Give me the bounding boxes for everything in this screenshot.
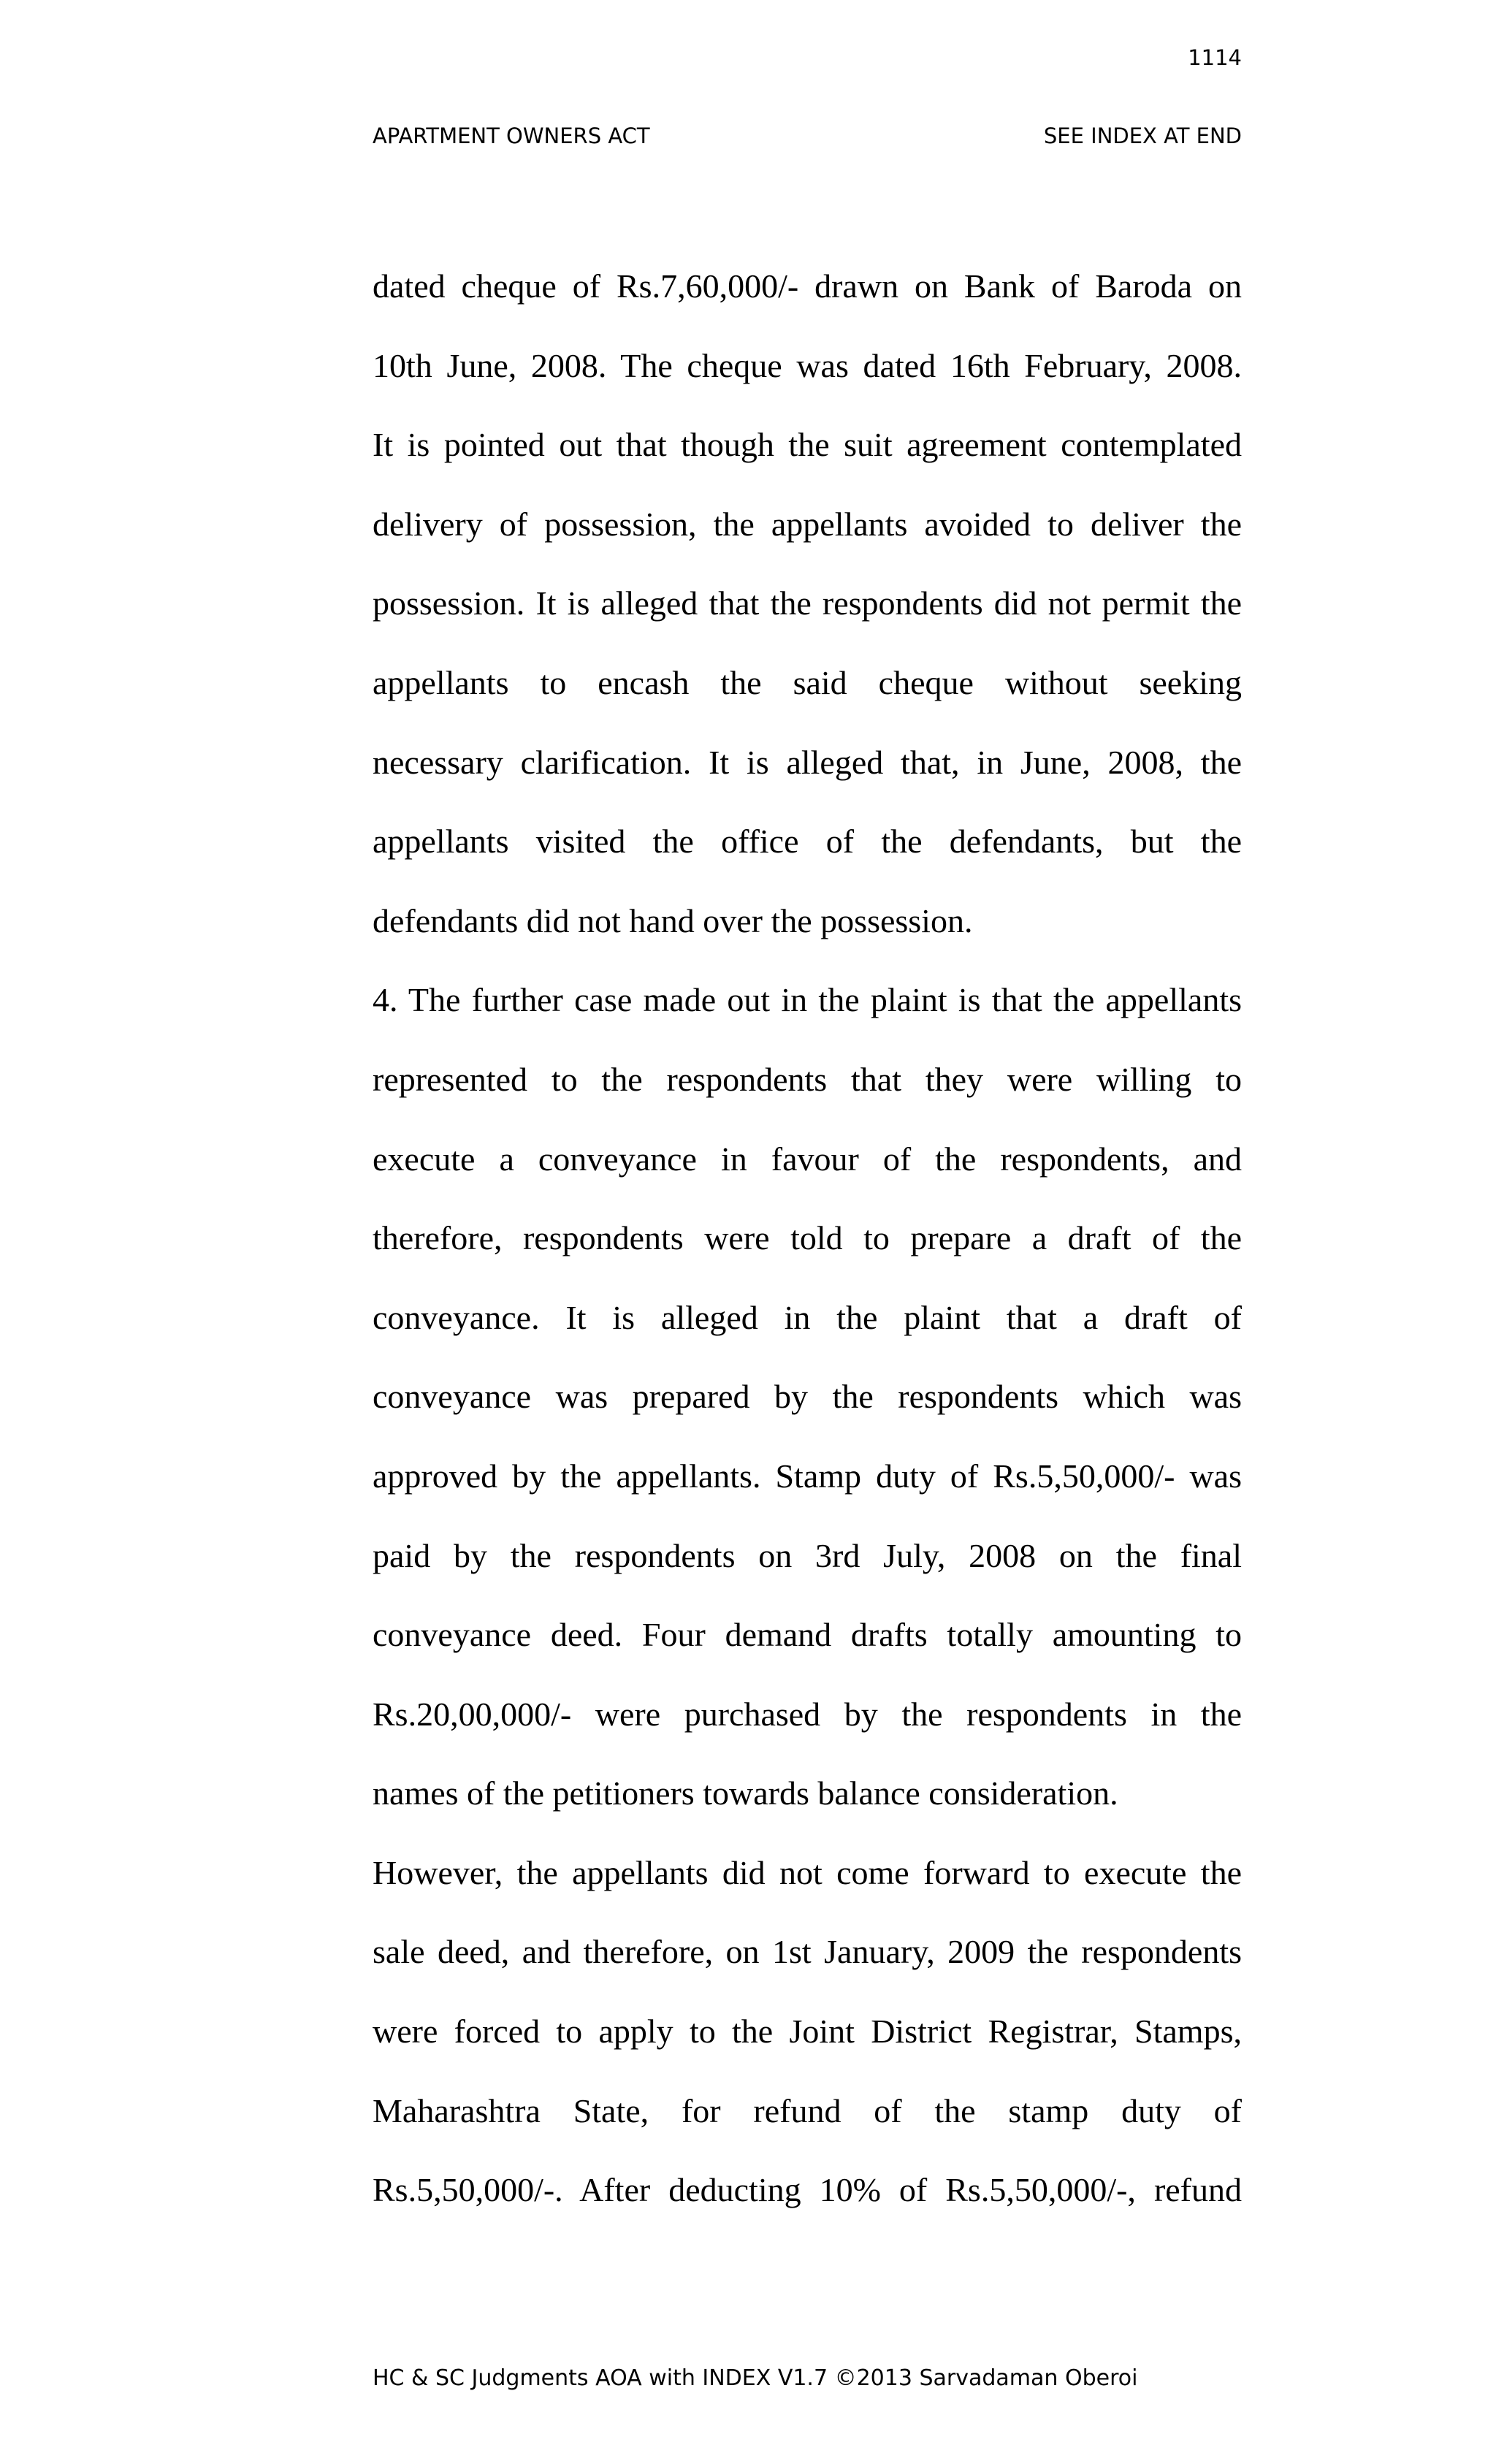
- text-line: However, the appellants did not come forward to execute the: [373, 1853, 1242, 1891]
- text-line: 4. The further case made out in the plaint is that the appellants: [373, 981, 1242, 1019]
- text-line: Rs.20,00,000/- were purchased by the respondents in the: [373, 1695, 1242, 1733]
- text-line: delivery of possession, the appellants avoided to deliver the: [373, 505, 1242, 543]
- header-left-title: APARTMENT OWNERS ACT: [373, 123, 650, 148]
- text-line: were forced to apply to the Joint District Registrar, Stamps,: [373, 2013, 1242, 2051]
- text-line: conveyance. It is alleged in the plaint that a draft of: [373, 1298, 1242, 1336]
- text-line: Rs.5,50,000/-. After deducting 10% of Rs.5,50,000/-, refund: [373, 2171, 1242, 2209]
- text-line: conveyance deed. Four demand drafts totally amounting to: [373, 1616, 1242, 1654]
- text-line: approved by the appellants. Stamp duty of Rs.5,50,000/- was: [373, 1457, 1242, 1495]
- text-line: appellants visited the office of the defendants, but the: [373, 823, 1242, 861]
- text-line: dated cheque of Rs.7,60,000/- drawn on Bank of Baroda on: [373, 267, 1242, 305]
- text-line: 10th June, 2008. The cheque was dated 16th February, 2008.: [373, 346, 1242, 384]
- text-line: possession. It is alleged that the respondents did not permit the: [373, 584, 1242, 622]
- text-line-paragraph-end: defendants did not hand over the possession.: [373, 901, 973, 939]
- text-line: therefore, respondents were told to prepare a draft of the: [373, 1219, 1242, 1257]
- text-line: paid by the respondents on 3rd July, 2008 on the final: [373, 1536, 1242, 1574]
- text-line: Maharashtra State, for refund of the stamp duty of: [373, 2091, 1242, 2129]
- text-line: execute a conveyance in favour of the respondents, and: [373, 1140, 1242, 1178]
- text-line: represented to the respondents that they were willing to: [373, 1060, 1242, 1098]
- document-body: [373, 260, 1242, 2243]
- text-line: necessary clarification. It is alleged that, in June, 2008, the: [373, 743, 1242, 781]
- text-line-paragraph-end: names of the petitioners towards balance consideration.: [373, 1774, 1118, 1812]
- page-footer: HC & SC Judgments AOA with INDEX V1.7 ©2013 Sarvadaman Oberoi: [373, 2365, 1138, 2391]
- header-right-note: SEE INDEX AT END: [1043, 123, 1242, 148]
- text-line: sale deed, and therefore, on 1st January, 2009 the respondents: [373, 1933, 1242, 1971]
- text-line: It is pointed out that though the suit agreement contemplated: [373, 426, 1242, 464]
- text-line: conveyance was prepared by the respondents which was: [373, 1378, 1242, 1416]
- page-number: 1114: [1188, 45, 1242, 70]
- text-line: appellants to encash the said cheque without seeking: [373, 663, 1242, 701]
- running-header: [373, 121, 1242, 150]
